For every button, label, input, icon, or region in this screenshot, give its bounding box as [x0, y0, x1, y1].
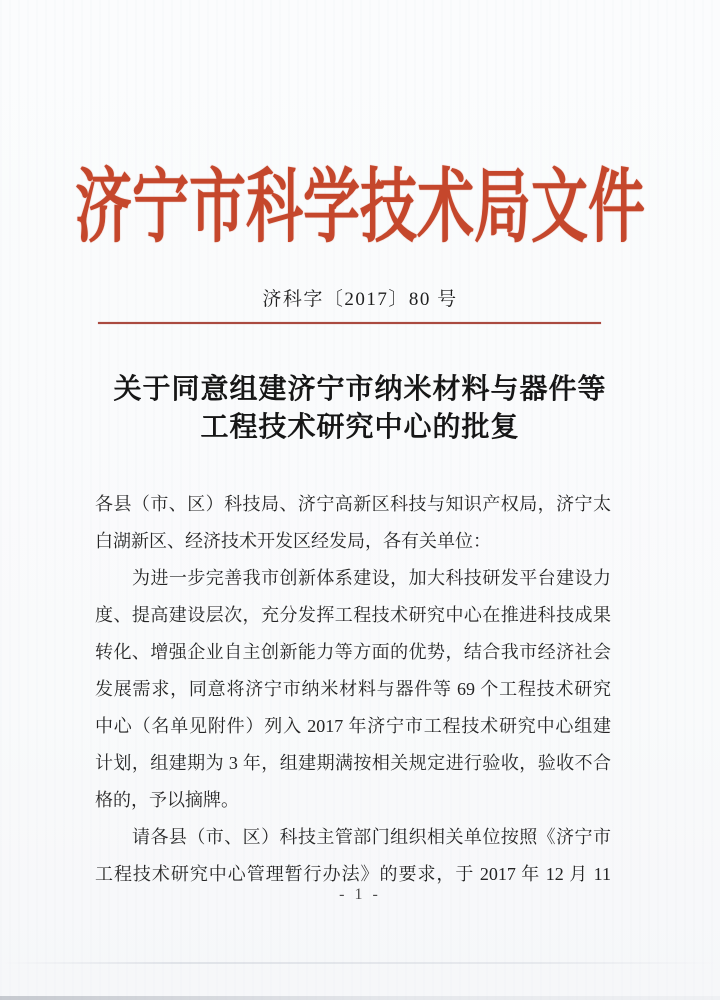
body-line: 各县（市、区）科技局、济宁高新区科技与知识产权局，济宁太: [95, 494, 611, 514]
page-number: - 1 -: [339, 886, 381, 903]
body-line: 格的，予以摘牌。: [95, 790, 239, 810]
document-title-line2: 工程技术研究中心的批复: [200, 412, 520, 443]
body-line: 计划，组建期为 3 年，组建期满按相关规定进行验收，验收不合: [95, 753, 611, 773]
body-line: 转化、增强企业自主创新能力等方面的优势，结合我市经济社会: [95, 642, 611, 662]
document-title: [0, 371, 720, 447]
agency-banner: [0, 142, 720, 253]
doc-number: 济科字〔2017〕80 号: [262, 289, 458, 310]
document-title-line1: 关于同意组建济宁市纳米材料与器件等: [113, 374, 607, 405]
document-body: [95, 486, 611, 893]
red-separator-line: [98, 322, 601, 324]
body-line: 白湖新区、经济技术开发区经发局，各有关单位：: [95, 531, 491, 551]
body-line: 发展需求，同意将济宁市纳米材料与器件等 69 个工程技术研究: [95, 679, 611, 699]
body-line: 为进一步完善我市创新体系建设，加大科技研发平台建设力: [132, 568, 611, 588]
body-line: 工程技术研究中心管理暂行办法》的要求，于 2017 年 12 月 11: [95, 864, 611, 884]
body-line: 中心（名单见附件）列入 2017 年济宁市工程技术研究中心组建: [95, 716, 611, 736]
body-line: 请各县（市、区）科技主管部门组织相关单位按照《济宁市: [132, 827, 611, 847]
body-line: 度、提高建设层次，充分发挥工程技术研究中心在推进科技成果: [95, 605, 611, 625]
agency-banner-text: 济宁市科学技术局文件: [75, 163, 645, 253]
